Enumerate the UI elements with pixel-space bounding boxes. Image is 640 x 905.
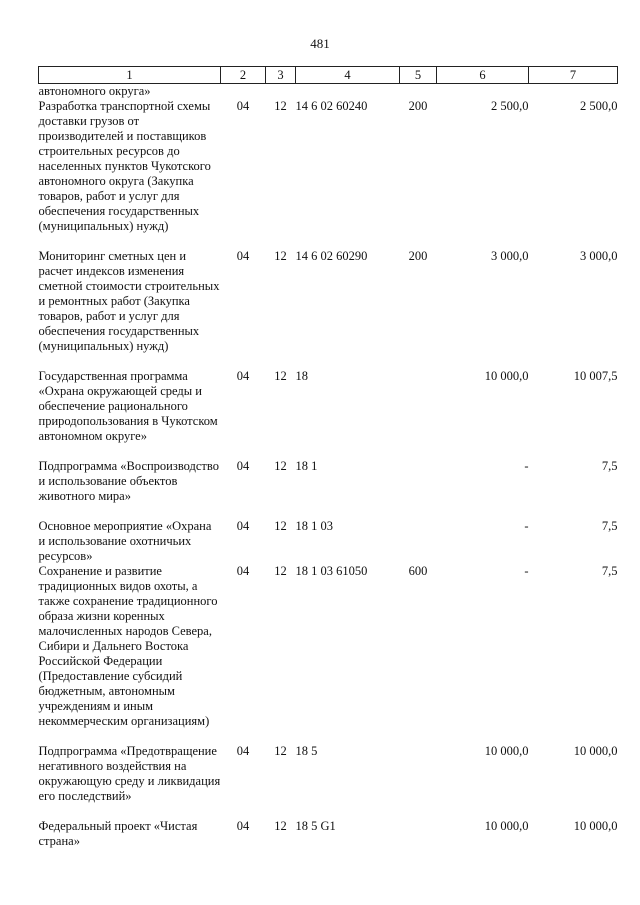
row-amount-1: 10 000,0: [484, 819, 529, 833]
row-subsection: 12: [274, 249, 287, 263]
row-expense-type: 200: [408, 99, 428, 113]
row-target-code: 18 5: [295, 744, 318, 758]
column-header: 6: [437, 67, 529, 84]
column-header: 7: [529, 67, 618, 84]
row-amount-2: 10 000,0: [573, 819, 618, 833]
row-amount-1: 10 000,0: [484, 744, 529, 758]
table-row: [39, 819, 618, 849]
row-amount-1: 2 500,0: [491, 99, 529, 113]
column-header: 5: [400, 67, 437, 84]
row-expense-type: 600: [408, 564, 428, 578]
row-target-code: 14 6 02 60240: [295, 99, 368, 113]
row-subsection: 12: [274, 819, 287, 833]
column-header: 4: [296, 67, 400, 84]
row-amount-1: 10 000,0: [484, 369, 529, 383]
row-amount-1: 3 000,0: [491, 249, 529, 263]
row-expense-type: [400, 744, 437, 819]
row-name: Разработка транспортной схемы доставки грузов от производителей и поставщиков строительных ресурсов до населенных пунктов Чукотского автономного округа (Закупка товаров, работ и услуг для обеспечения государственных (муниципальных) нужд): [38, 99, 211, 233]
row-expense-type: [400, 459, 437, 519]
row-subsection: 12: [274, 744, 287, 758]
row-expense-type: 200: [408, 249, 428, 263]
row-amount-2: 7,5: [601, 564, 618, 578]
row-section: 04: [236, 249, 250, 263]
row-target-code: 18 5 G1: [295, 819, 336, 833]
table-row: [39, 99, 618, 249]
row-amount-2: 3 000,0: [580, 249, 618, 263]
continuation-text: автономного округа»: [38, 84, 151, 98]
row-section: 04: [236, 744, 250, 758]
table-row: [39, 564, 618, 744]
row-name: Подпрограмма «Воспроизводство и использование объектов животного мира»: [38, 459, 219, 503]
row-subsection: 12: [274, 519, 287, 533]
row-expense-type: [400, 819, 437, 849]
table-row: [39, 249, 618, 369]
row-target-code: 14 6 02 60290: [295, 249, 368, 263]
row-name: Подпрограмма «Предотвращение негативного воздействия на окружающую среду и ликвидация его последствий»: [38, 744, 221, 803]
row-subsection: 12: [274, 564, 287, 578]
table-row: [39, 519, 618, 564]
row-amount-2: 10 000,0: [573, 744, 618, 758]
column-header: 1: [39, 67, 221, 84]
row-name: Мониторинг сметных цен и расчет индексов изменения сметной стоимости строительных и ремонтных работ (Закупка товаров, работ и услуг для обеспечения государственных (муниципальных) нужд): [38, 249, 220, 353]
row-amount-1: -: [524, 459, 529, 473]
row-name: Федеральный проект «Чистая страна»: [38, 819, 198, 848]
row-subsection: 12: [274, 99, 287, 113]
continuation-row: [39, 84, 618, 100]
row-target-code: 18 1 03: [295, 519, 333, 533]
table-row: [39, 369, 618, 459]
row-amount-2: 2 500,0: [580, 99, 618, 113]
row-section: 04: [236, 564, 250, 578]
table-row: [39, 459, 618, 519]
page-number: 481: [310, 36, 330, 51]
row-amount-1: -: [524, 519, 529, 533]
row-section: 04: [236, 99, 250, 113]
row-subsection: 12: [274, 459, 287, 473]
row-name: Основное мероприятие «Охрана и использование охотничьих ресурсов»: [38, 519, 212, 563]
row-name: Государственная программа «Охрана окружающей среды и обеспечение рационального природопользования в Чукотском автономном округе»: [38, 369, 218, 443]
table-row: [39, 744, 618, 819]
row-target-code: 18 1 03 61050: [295, 564, 368, 578]
row-amount-2: 7,5: [601, 519, 618, 533]
row-section: 04: [236, 819, 250, 833]
row-expense-type: [400, 369, 437, 459]
row-section: 04: [236, 369, 250, 383]
row-section: 04: [236, 459, 250, 473]
row-expense-type: [400, 519, 437, 564]
row-subsection: 12: [274, 369, 287, 383]
column-header: 3: [266, 67, 296, 84]
column-header-row: [39, 67, 618, 84]
row-section: 04: [236, 519, 250, 533]
row-amount-1: -: [524, 564, 529, 578]
budget-table: [38, 66, 618, 849]
row-amount-2: 10 007,5: [573, 369, 618, 383]
row-target-code: 18 1: [295, 459, 318, 473]
row-amount-2: 7,5: [601, 459, 618, 473]
row-target-code: 18: [295, 369, 308, 383]
column-header: 2: [221, 67, 266, 84]
row-name: Сохранение и развитие традиционных видов охоты, а также сохранение традиционного образа жизни коренных малочисленных народов Севера, Сибири и Дальнего Востока Российской Федерации (Предоставление субсидий бюджетным, автономным учреждениям и иным некоммерческим организациям): [38, 564, 218, 728]
